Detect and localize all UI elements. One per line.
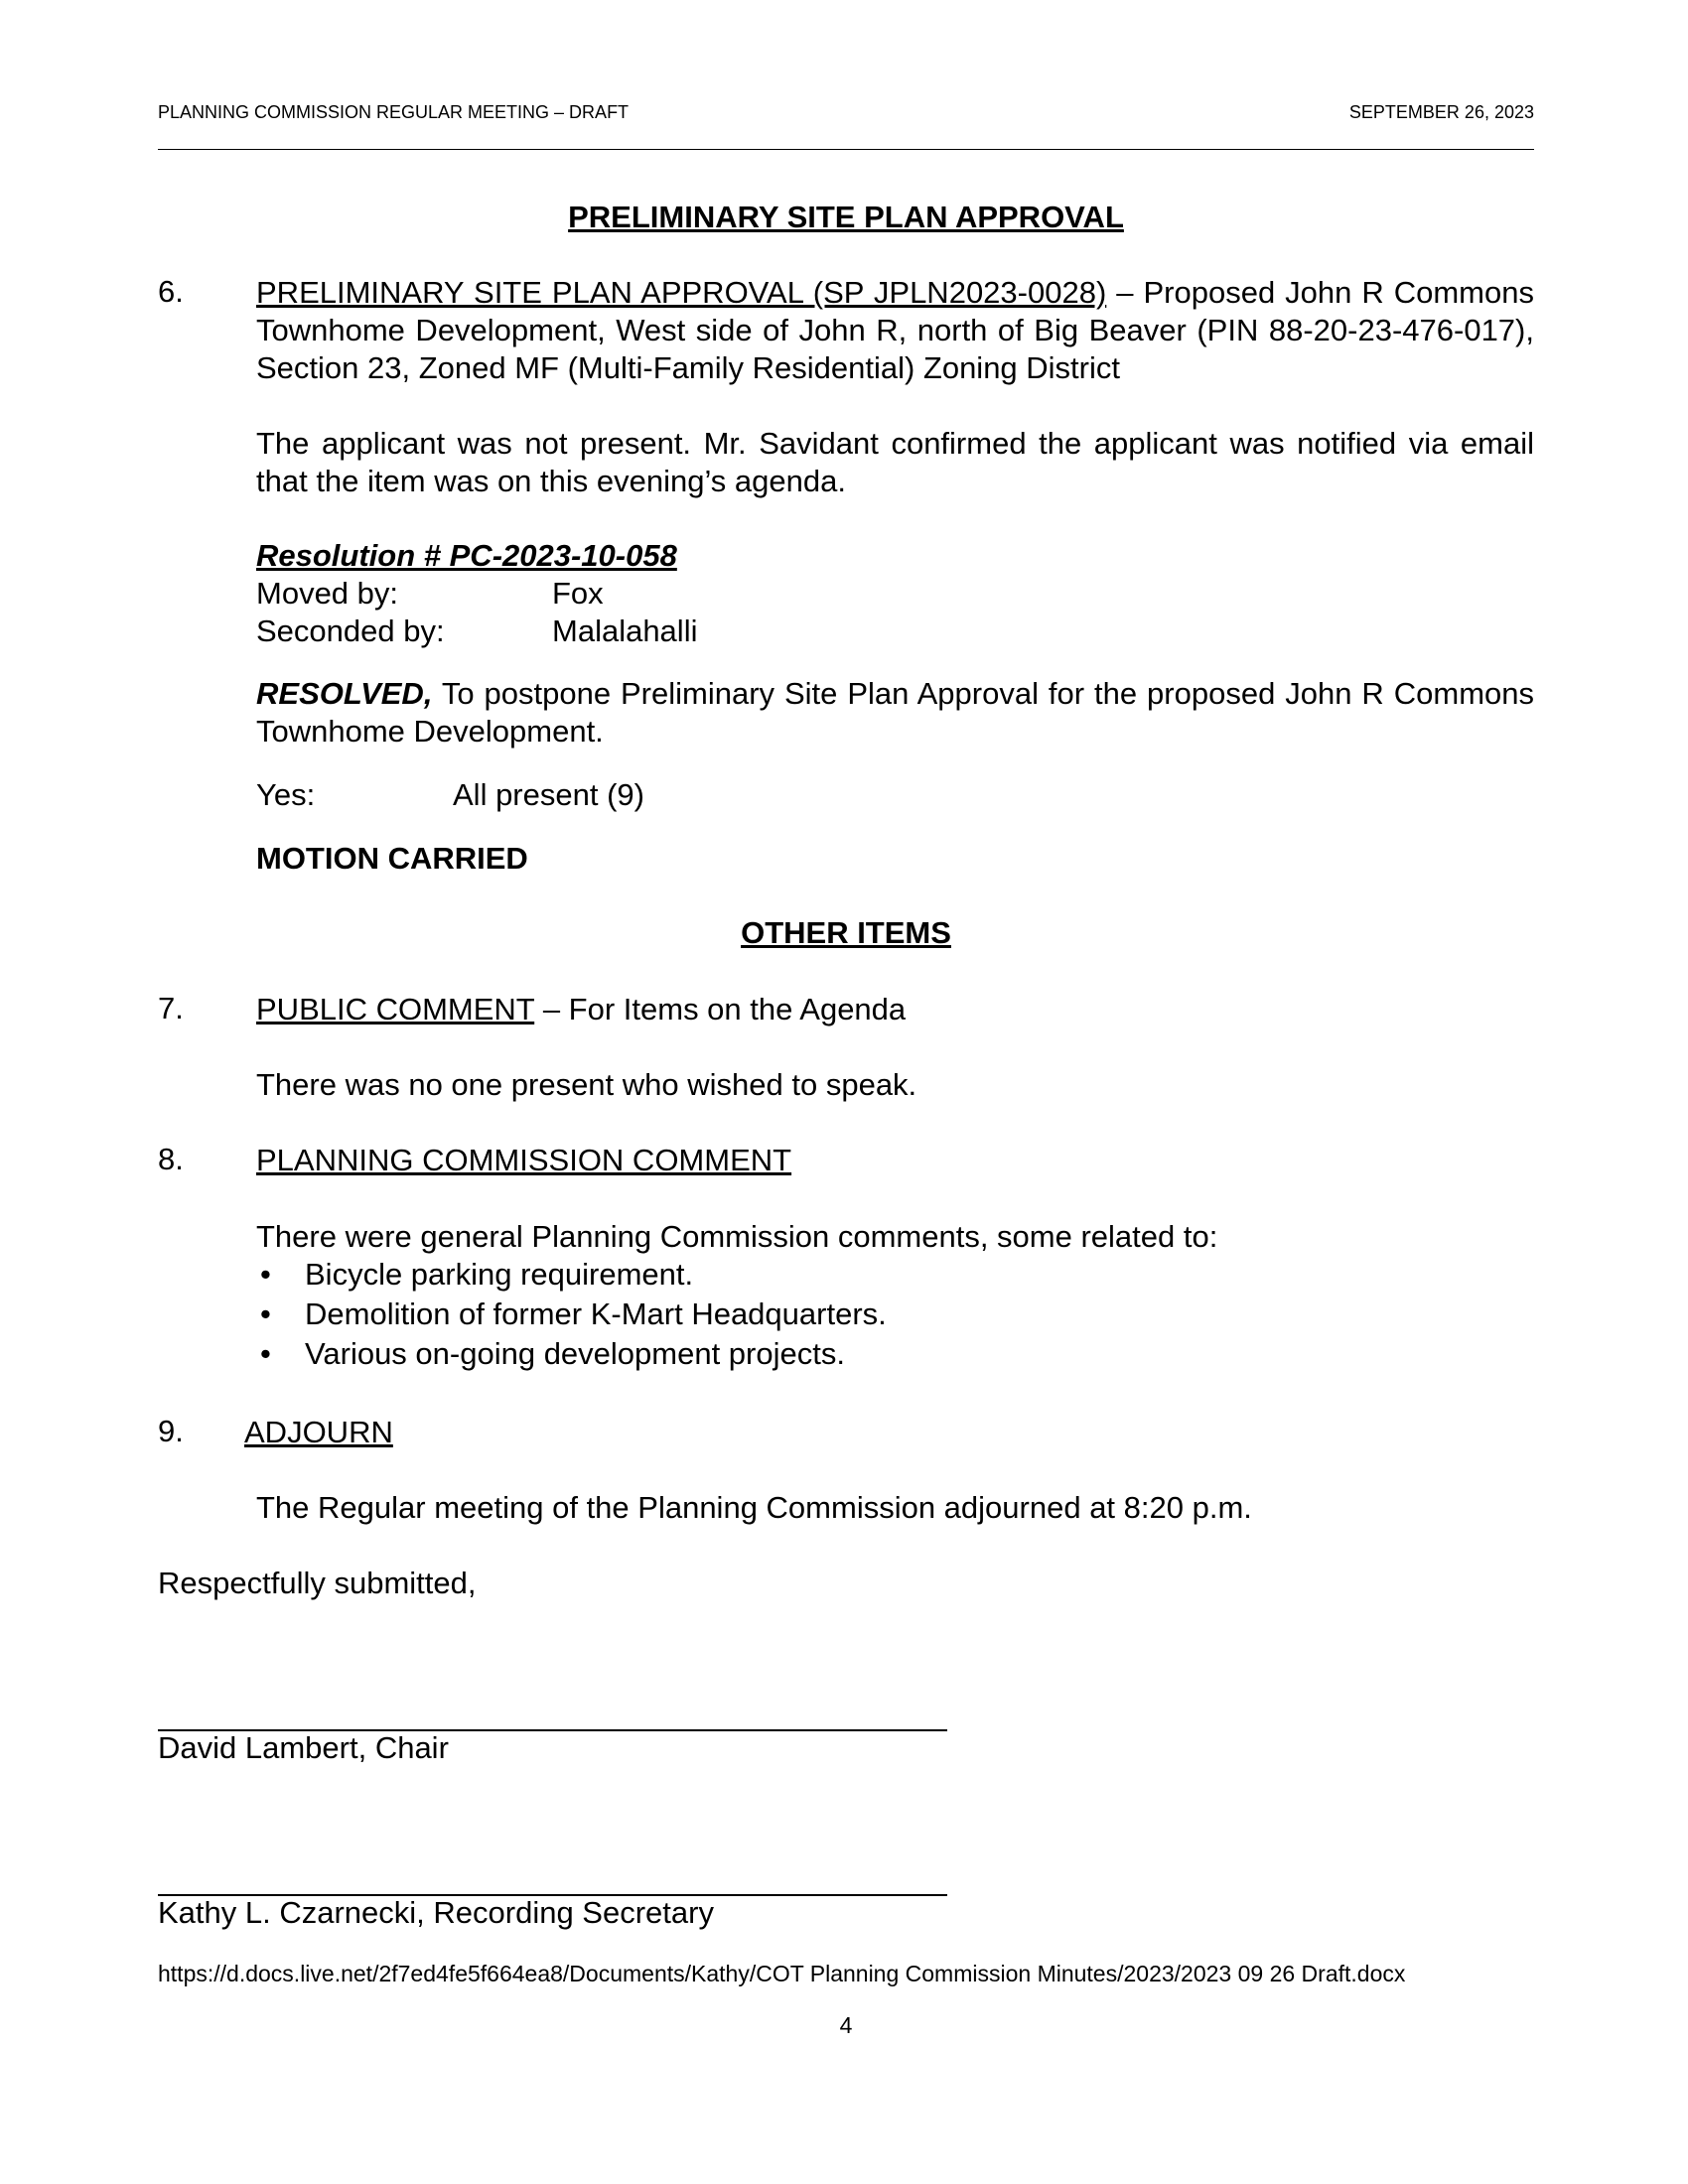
list-item — [256, 1256, 887, 1296]
item-8-number: 8. — [158, 1142, 184, 1176]
item-6-heading: PRELIMINARY SITE PLAN APPROVAL (SP JPLN2023-0028) — [256, 275, 1107, 310]
item-9-heading: ADJOURN — [244, 1415, 393, 1449]
vote-value: All present (9) — [453, 777, 644, 812]
resolved-label: RESOLVED, — [256, 676, 433, 711]
seconded-by-label: Seconded by: — [256, 614, 445, 648]
bullet-icon: • — [260, 1297, 271, 1331]
signature-name: Kathy L. Czarnecki, Recording Secretary — [158, 1895, 714, 1930]
list-item-text: Various on-going development projects. — [305, 1336, 845, 1371]
list-item — [256, 1335, 887, 1375]
item-7-number: 7. — [158, 991, 184, 1025]
seconded-by-value: Malalahalli — [552, 614, 698, 648]
header-left: PLANNING COMMISSION REGULAR MEETING – DRAFT — [158, 102, 630, 122]
item-9-text: The Regular meeting of the Planning Commission adjourned at 8:20 p.m. — [256, 1490, 1252, 1525]
header-date: SEPTEMBER 26, 2023 — [1348, 102, 1534, 122]
resolved-text: To postpone Preliminary Site Plan Approval for the proposed John R Commons Townhome Development. — [256, 676, 1534, 749]
item-6-number: 6. — [158, 274, 184, 309]
comment-list — [256, 1256, 887, 1375]
item-7-text: There was no one present who wished to speak. — [256, 1067, 917, 1102]
list-item-text: Bicycle parking requirement. — [305, 1257, 694, 1292]
footer-path: https://d.docs.live.net/2f7ed4fe5f664ea8/Documents/Kathy/COT Planning Commission Minutes/2023/2023 09 26 Draft.docx — [158, 1961, 1406, 1986]
page-number: 4 — [839, 2012, 853, 2038]
list-item-text: Demolition of former K-Mart Headquarters. — [305, 1297, 887, 1331]
resolution-title: Resolution # PC-2023-10-058 — [256, 538, 677, 573]
resolved-paragraph — [256, 675, 1534, 751]
item-6-description: – Proposed John R Commons Townhome Development, West side of John R, north of Big Beaver (PIN 88-20-23-476-017), Section 23, Zoned MF (Multi-Family Residential) Zoning District — [256, 275, 1534, 385]
moved-by-label: Moved by: — [256, 576, 399, 611]
motion-carried: MOTION CARRIED — [256, 841, 528, 876]
item-8-heading: PLANNING COMMISSION COMMENT — [256, 1143, 792, 1177]
section-title-site-plan: PRELIMINARY SITE PLAN APPROVAL — [568, 200, 1124, 234]
vote-label: Yes: — [256, 777, 316, 812]
bullet-icon: • — [260, 1257, 271, 1292]
item-6-paragraph — [256, 274, 1534, 387]
moved-by-value: Fox — [552, 576, 604, 611]
item-7-heading: PUBLIC COMMENT — [256, 992, 535, 1026]
section-title-other-items: OTHER ITEMS — [741, 915, 951, 950]
item-7-line — [256, 991, 906, 1028]
bullet-icon: • — [260, 1336, 271, 1371]
item-7-heading-suffix: – For Items on the Agenda — [542, 992, 907, 1026]
list-item — [256, 1296, 887, 1335]
header-rule — [158, 149, 1534, 150]
item-9-number: 9. — [158, 1414, 184, 1448]
item-8-intro: There were general Planning Commission comments, some related to: — [256, 1219, 1218, 1254]
signature-name: David Lambert, Chair — [158, 1730, 449, 1765]
closing-text: Respectfully submitted, — [158, 1566, 477, 1600]
item-6-note: The applicant was not present. Mr. Savidant confirmed the applicant was notified via email that the item was on this evening’s agenda. — [256, 426, 1534, 498]
